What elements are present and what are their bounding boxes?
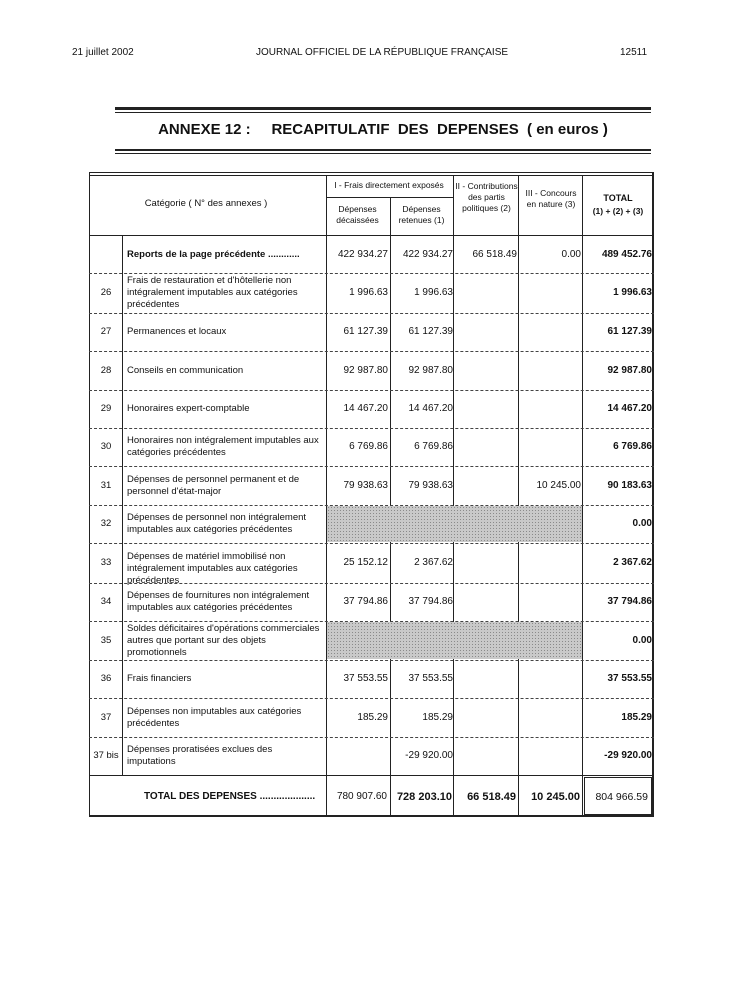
row-label: Frais de restauration et d'hôtellerie non intégralement imputables aux catégories précédentes [127,275,298,310]
header-paid-expenses: Dépenses décaissées [336,204,379,225]
value-in-kind: 10 245.00 [536,480,581,491]
row-number: 37 [100,712,112,723]
value-total: 14 467.20 [607,403,652,414]
value-total: 489 452.76 [601,249,652,260]
value-retained: 185.29 [422,712,453,723]
row-number: 28 [100,365,112,376]
value-total: 90 183.63 [607,480,652,491]
header-total-formula: (1) + (2) + (3) [592,206,644,216]
value-paid: 25 152.12 [343,557,388,568]
table-top-inner-rule [89,175,654,176]
shaded-cell [327,622,582,659]
shaded-cell [327,506,582,542]
header-category: Catégorie ( N° des annexes ) [144,198,268,209]
title-rule-top [115,107,651,110]
header-total: TOTAL [603,193,633,203]
title-rule-top-thin [115,112,651,113]
row-divider [89,660,654,661]
title-rule-bottom-thin [115,153,651,154]
row-label: Dépenses proratisées exclues des imputations [127,744,273,767]
value-paid: 37 553.55 [343,673,388,684]
value-paid: 185.29 [357,712,388,723]
row-label: Dépenses de personnel permanent et de personnel d'état-major [127,474,300,497]
total-label: TOTAL DES DEPENSES .................... [144,791,316,802]
row-divider [89,543,654,544]
row-divider [89,273,654,274]
value-retained: 92 987.80 [408,365,453,376]
value-total: 0.00 [632,518,652,529]
grand-total: 804 966.59 [595,791,648,803]
row-divider [89,351,654,352]
value-retained: 61 127.39 [408,326,453,337]
value-paid: 61 127.39 [343,326,388,337]
value-in-kind: 0.00 [561,249,581,260]
column-rule-col3 [518,175,519,817]
row-divider [89,428,654,429]
row-number: 32 [100,518,112,529]
total-party: 66 518.49 [467,791,516,803]
header-party-contributions: II - Contributions des partis politiques (2) [455,181,518,213]
row-divider [89,313,654,314]
row-label: Permanences et locaux [127,326,227,337]
header-group-direct-costs: I - Frais directement exposés [334,180,444,190]
row-label: Honoraires expert-comptable [127,403,250,414]
value-total: 0.00 [632,635,652,646]
value-total: 37 794.86 [607,596,652,607]
row-label: Soldes déficitaires d'opérations commerciales autres que portant sur des objets promotionnels [127,623,320,658]
row-number: 36 [100,673,112,684]
value-retained: 6 769.86 [414,441,453,452]
value-paid: 37 794.86 [343,596,388,607]
value-total: 1 996.63 [613,287,652,298]
row-number: 26 [100,287,112,298]
value-total: 6 769.86 [613,441,652,452]
header-date: 21 juillet 2002 [72,47,134,58]
row-label: Honoraires non intégralement imputables aux catégories précédentes [127,435,319,458]
total-row-rule [89,775,654,776]
header-in-kind-contributions: III - Concours en nature (3) [525,188,577,209]
value-retained: 1 996.63 [414,287,453,298]
value-total: 92 987.80 [607,365,652,376]
value-total: -29 920.00 [604,750,652,761]
value-retained: -29 920.00 [405,750,453,761]
row-label: Reports de la page précédente ............ [127,249,300,260]
value-paid: 422 934.27 [337,249,388,260]
value-total: 61 127.39 [607,326,652,337]
value-paid: 6 769.86 [349,441,388,452]
value-paid: 1 996.63 [349,287,388,298]
row-divider [89,505,654,506]
header-journal-title: JOURNAL OFFICIEL DE LA RÉPUBLIQUE FRANÇAISE [255,47,509,58]
value-total: 2 367.62 [613,557,652,568]
value-paid: 79 938.63 [343,480,388,491]
row-label: Dépenses de fournitures non intégralement imputables aux catégories précédentes [127,590,310,613]
value-retained: 79 938.63 [408,480,453,491]
row-label: Dépenses de matériel immobilisé non intégralement imputables aux catégories précédentes [127,551,298,586]
row-number: 27 [100,326,112,337]
row-number: 37 bis [93,750,119,761]
row-divider [89,737,654,738]
row-divider [89,583,654,584]
row-label: Dépenses de personnel non intégralement imputables aux catégories précédentes [127,512,307,535]
row-divider [89,466,654,467]
row-number: 31 [100,480,112,491]
value-party: 66 518.49 [472,249,517,260]
value-retained: 14 467.20 [408,403,453,414]
header-bottom-rule [89,235,654,236]
value-retained: 422 934.27 [402,249,453,260]
row-divider [89,390,654,391]
total-paid: 780 907.60 [336,791,387,802]
value-paid: 92 987.80 [343,365,388,376]
row-number: 30 [100,441,112,452]
row-number: 29 [100,403,112,414]
header-retained-expenses: Dépenses retenues (1) [398,204,445,225]
title-rule-bottom [115,149,651,151]
value-retained: 37 553.55 [408,673,453,684]
value-total: 37 553.55 [607,673,652,684]
row-number: 34 [100,596,112,607]
value-retained: 2 367.62 [414,557,453,568]
row-divider [89,621,654,622]
row-label: Conseils en communication [127,365,244,376]
total-retained: 728 203.10 [396,791,452,803]
total-in-kind: 10 245.00 [531,791,580,803]
row-number: 33 [100,557,112,568]
value-paid: 14 467.20 [343,403,388,414]
row-label: Frais financiers [127,673,192,684]
column-rule-col2 [453,175,454,817]
row-divider [89,698,654,699]
header-page-number: 12511 [620,47,648,58]
annex-title: ANNEXE 12 : RECAPITULATIF DES DEPENSES ( en euros ) [158,121,608,138]
row-label: Dépenses non imputables aux catégories précédentes [127,706,302,729]
value-retained: 37 794.86 [408,596,453,607]
row-number: 35 [100,635,112,646]
value-total: 185.29 [621,712,652,723]
